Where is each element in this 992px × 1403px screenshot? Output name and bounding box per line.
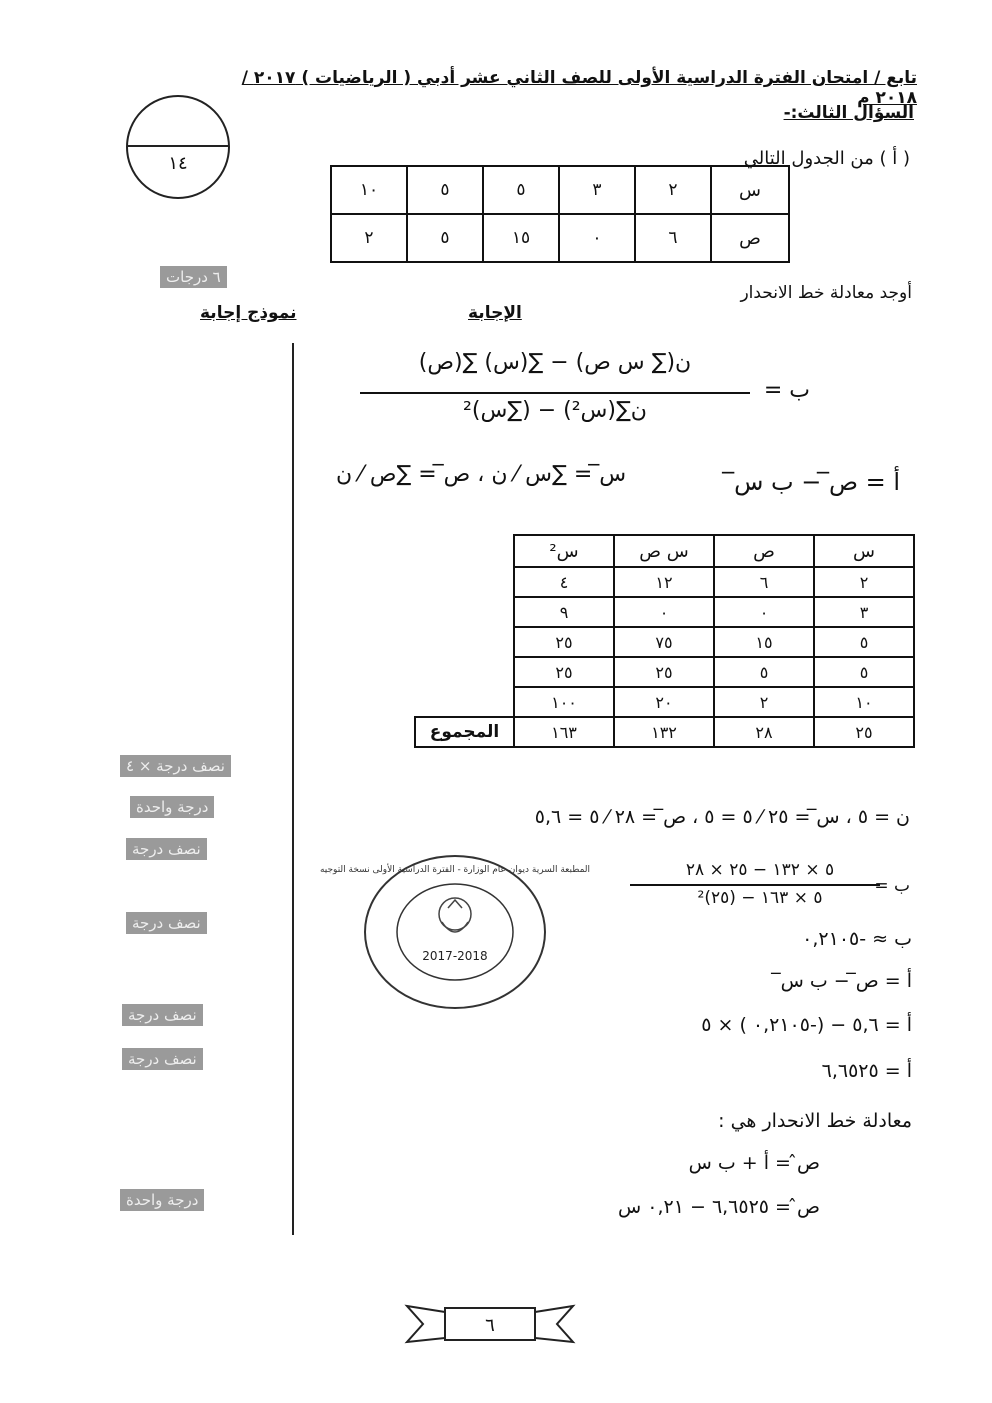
ministry-stamp bbox=[319, 852, 591, 1012]
total-cell: ٢٨ bbox=[714, 717, 814, 747]
table-cell: ٥ bbox=[814, 657, 914, 687]
table-row bbox=[331, 214, 789, 262]
table-spacer bbox=[415, 567, 514, 597]
page-number: ٦ bbox=[485, 1315, 495, 1336]
page-number-banner bbox=[405, 1298, 575, 1348]
table-cell: ٩ bbox=[514, 597, 614, 627]
table-cell: ٢ bbox=[714, 687, 814, 717]
slope-calculation bbox=[600, 860, 910, 916]
total-label: المجموع bbox=[415, 717, 514, 747]
calc-lhs: ب = bbox=[874, 876, 910, 896]
table-row bbox=[415, 657, 914, 687]
column-header: س ص bbox=[614, 535, 714, 567]
model-answer-label: نموذج إجابة bbox=[200, 303, 297, 323]
score-circle-divider bbox=[128, 145, 228, 147]
table-cell: ١٠٠ bbox=[514, 687, 614, 717]
table-cell: ٣ bbox=[814, 597, 914, 627]
margin-divider bbox=[292, 343, 294, 1235]
n-and-means: ن = ٥ ، س̅ = ٢٥ ⁄ ٥ = ٥ ، ص̅ = ٢٨ ⁄ ٥ = ٥,٦ bbox=[534, 806, 910, 828]
means-formula: س̅ = ∑س ⁄ ن ، ص̅ = ∑ص ⁄ ن bbox=[336, 462, 627, 487]
marks-badge: ٦ درجات bbox=[160, 266, 227, 288]
marks-badge: نصف درجة bbox=[122, 1004, 203, 1026]
table-cell: ٥ bbox=[407, 166, 483, 214]
table-spacer bbox=[415, 657, 514, 687]
stamp-year: 2017-2018 bbox=[422, 949, 488, 963]
table-spacer bbox=[415, 627, 514, 657]
table-cell: ٠ bbox=[614, 597, 714, 627]
formula-numerator: ن(∑ س ص) − ∑(س) ∑(ص) bbox=[418, 350, 692, 375]
table-cell: ١٥ bbox=[714, 627, 814, 657]
table-cell: ٢٥ bbox=[614, 657, 714, 687]
regression-final: ص̂ = ٦,٦٥٢٥ − ٠,٢١ س bbox=[618, 1196, 820, 1218]
table-cell: ٠ bbox=[559, 214, 635, 262]
data-table bbox=[330, 165, 790, 263]
table-cell: ٦ bbox=[714, 567, 814, 597]
marks-badge: نصف درجة bbox=[122, 1048, 203, 1070]
intercept-substitution: أ = ٥,٦ − (-٠,٢١٠٥ ) × ٥ bbox=[701, 1014, 912, 1036]
intercept-formula: أ = ص̅ − ب س̅ bbox=[734, 468, 900, 496]
table-cell: ١٠ bbox=[814, 687, 914, 717]
question-title: السؤال الثالث:- bbox=[783, 103, 914, 123]
table-total-row bbox=[415, 717, 914, 747]
table-cell: ١٥ bbox=[483, 214, 559, 262]
table-spacer bbox=[415, 597, 514, 627]
fraction-bar bbox=[360, 392, 750, 394]
task-text: أوجد معادلة خط الانحدار bbox=[740, 283, 912, 303]
total-cell: ٢٥ bbox=[814, 717, 914, 747]
slope-value: ب ≈ -٠,٢١٠٥ bbox=[802, 928, 912, 950]
marks-badge: درجة واحدة bbox=[130, 796, 214, 818]
score-circle bbox=[126, 95, 230, 199]
table-cell: ٢ bbox=[331, 214, 407, 262]
column-header: س bbox=[814, 535, 914, 567]
table-header-row bbox=[415, 535, 914, 567]
table-spacer bbox=[415, 535, 514, 567]
row-label: ص bbox=[711, 214, 789, 262]
marks-badge: نصف درجة bbox=[126, 912, 207, 934]
formula-lhs: ب = bbox=[763, 378, 810, 403]
calc-numerator: ٥ × ١٣٢ − ٢٥ × ٢٨ bbox=[685, 860, 835, 880]
row-label: س bbox=[711, 166, 789, 214]
table-cell: ٣ bbox=[559, 166, 635, 214]
table-cell: ١٢ bbox=[614, 567, 714, 597]
part-a-prompt: ( أ ) من الجدول التالي bbox=[743, 148, 910, 169]
marks-badge: نصف درجة × ٤ bbox=[120, 755, 231, 777]
table-spacer bbox=[415, 687, 514, 717]
table-cell: ١٠ bbox=[331, 166, 407, 214]
table-cell: ٥ bbox=[714, 657, 814, 687]
table-row bbox=[415, 597, 914, 627]
total-cell: ١٦٣ bbox=[514, 717, 614, 747]
table-cell: ٢ bbox=[635, 166, 711, 214]
column-header: س² bbox=[514, 535, 614, 567]
table-cell: ٠ bbox=[714, 597, 814, 627]
table-cell: ٥ bbox=[407, 214, 483, 262]
fraction-bar bbox=[630, 884, 880, 886]
table-row bbox=[331, 166, 789, 214]
work-table bbox=[414, 534, 915, 748]
marks-badge: نصف درجة bbox=[126, 838, 207, 860]
exam-header: تابع / امتحان الفترة الدراسية الأولى للصف الثاني عشر أدبي ( الرياضيات ) ٢٠١٧ / ٢٠١٨ م bbox=[241, 68, 917, 108]
table-row bbox=[415, 687, 914, 717]
score-value: ١٤ bbox=[168, 153, 188, 174]
regression-label: معادلة خط الانحدار هي : bbox=[718, 1110, 912, 1132]
formula-denominator: ن∑(س²) − (∑س)² bbox=[463, 398, 647, 423]
stamp-text: المطبعة السرية ديوان عام الوزارة - الفترة الدراسية الأولى نسخة التوجيه bbox=[319, 865, 591, 875]
table-cell: ٥ bbox=[814, 627, 914, 657]
table-cell: ٤ bbox=[514, 567, 614, 597]
total-cell: ١٣٢ bbox=[614, 717, 714, 747]
marks-badge: درجة واحدة bbox=[120, 1189, 204, 1211]
intercept-formula-repeat: أ = ص̅ − ب س̅ bbox=[780, 970, 912, 992]
calc-denominator: ٥ × ١٦٣ − (٢٥)² bbox=[697, 888, 823, 908]
regression-general: ص̂ = أ + ب س bbox=[688, 1152, 820, 1174]
intercept-value: أ = ٦,٦٥٢٥ bbox=[821, 1060, 912, 1082]
answer-label: الإجابة bbox=[468, 303, 522, 323]
table-cell: ٢٠ bbox=[614, 687, 714, 717]
table-cell: ٢ bbox=[814, 567, 914, 597]
column-header: ص bbox=[714, 535, 814, 567]
table-cell: ٢٥ bbox=[514, 657, 614, 687]
table-cell: ٧٥ bbox=[614, 627, 714, 657]
table-row bbox=[415, 567, 914, 597]
table-cell: ٢٥ bbox=[514, 627, 614, 657]
table-cell: ٦ bbox=[635, 214, 711, 262]
table-row bbox=[415, 627, 914, 657]
table-cell: ٥ bbox=[483, 166, 559, 214]
slope-formula bbox=[340, 350, 810, 440]
